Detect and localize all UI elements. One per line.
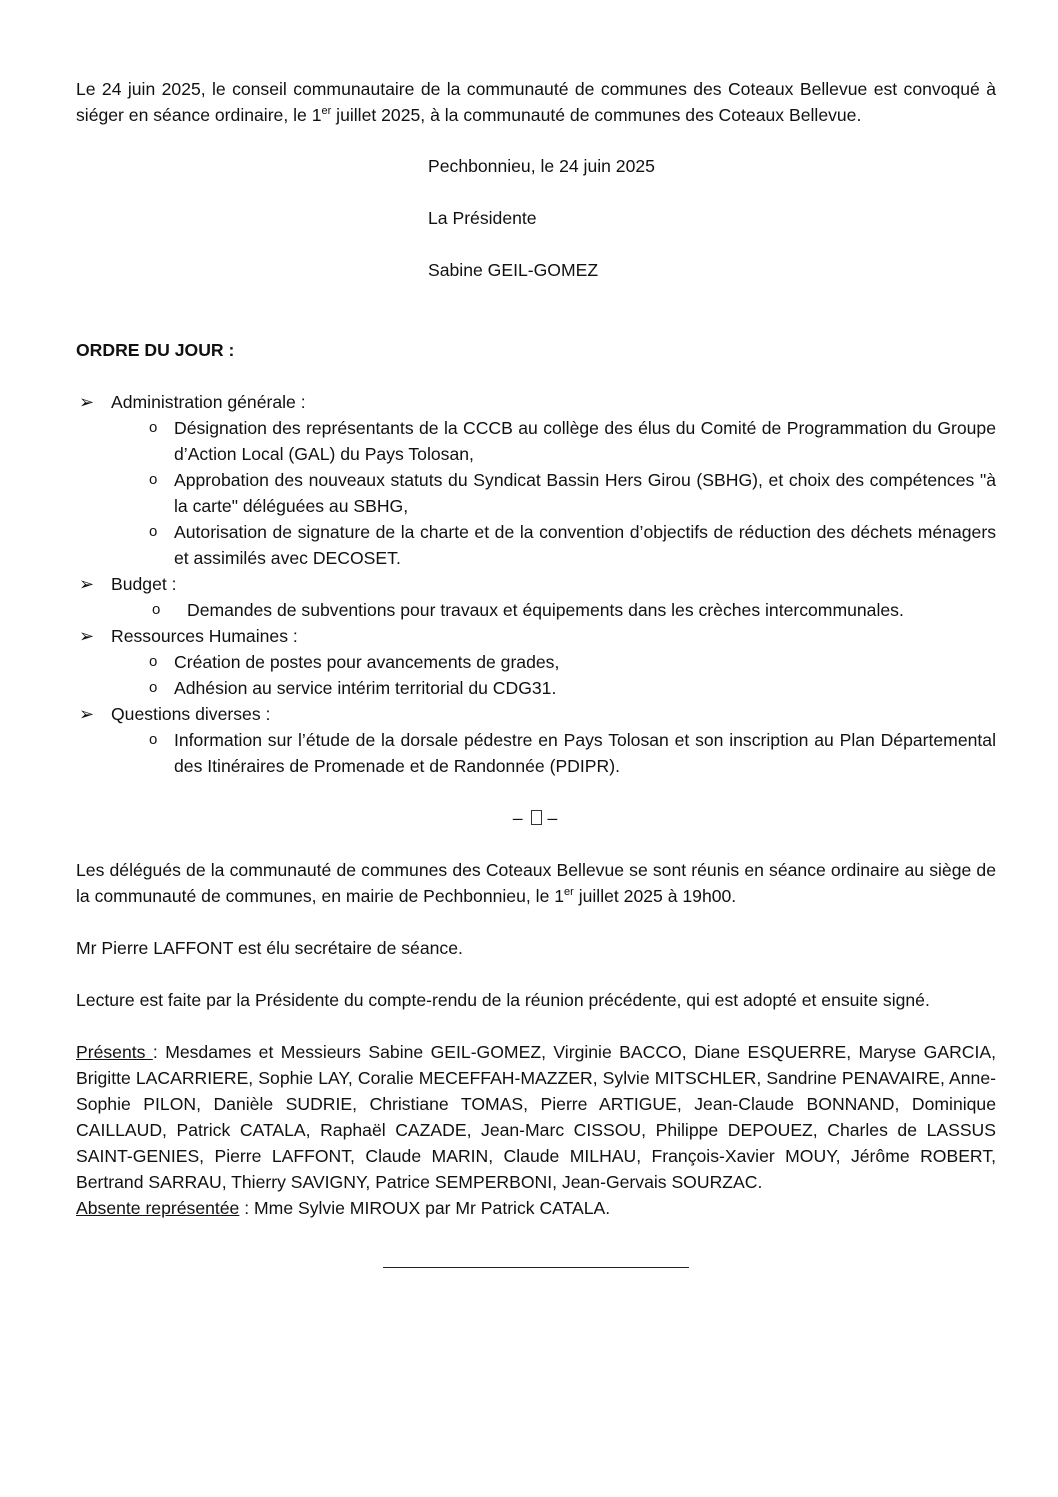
convocation-paragraph: Le 24 juin 2025, le conseil communautaire de la communauté de communes des Coteaux Bellevue est convoqué à siéger en séance ordinaire, le 1er juillet 2025, à la communauté de communes des Coteaux Bellevue.	[76, 79, 996, 125]
attendance-paragraph	[76, 1039, 996, 1221]
agenda-item: o Autorisation de signature de la charte et de la convention d’objectifs de réduction des déchets ménagers et assimilés avec DECOSET.	[111, 519, 996, 571]
agenda-section	[76, 571, 996, 623]
agenda-subitems	[111, 727, 996, 779]
arrow-bullet-icon: ➢	[79, 626, 95, 646]
circle-bullet-icon: o	[149, 653, 158, 670]
agenda-section-title: Ressources Humaines :	[111, 626, 298, 646]
agenda-section-title: Budget :	[111, 574, 177, 594]
agenda-item: o Approbation des nouveaux statuts du Syndicat Bassin Hers Girou (SBHG), et choix des compétences "à la carte" déléguées au SBHG,	[111, 467, 996, 519]
agenda-item: o Adhésion au service intérim territorial du CDG31.	[111, 675, 996, 701]
circle-bullet-icon: o	[152, 601, 161, 618]
agenda-item: o Information sur l’étude de la dorsale pédestre en Pays Tolosan et son inscription au Plan Départemental des Itinéraires de Promenade et de Randonnée (PDIPR).	[111, 727, 996, 779]
agenda-subitems	[111, 415, 996, 571]
absent-label: Absente représentée	[76, 1198, 240, 1218]
present-label: Présents	[76, 1042, 153, 1062]
absent-text: : Mme Sylvie MIROUX par Mr Patrick CATALA.	[239, 1198, 611, 1218]
secretary-paragraph: Mr Pierre LAFFONT est élu secrétaire de séance.	[76, 938, 463, 958]
agenda-item: o Désignation des représentants de la CCCB au collège des élus du Comité de Programmation du Groupe d’Action Local (GAL) du Pays Tolosan,	[111, 415, 996, 467]
arrow-bullet-icon: ➢	[79, 704, 95, 724]
circle-bullet-icon: o	[149, 679, 158, 696]
closing-rule	[383, 1247, 689, 1268]
agenda-section-title: Administration générale :	[111, 392, 306, 412]
signature-name: Sabine GEIL-GOMEZ	[428, 260, 599, 280]
reading-paragraph: Lecture est faite par la Présidente du compte-rendu de la réunion précédente, qui est adopté et ensuite signé.	[76, 990, 930, 1010]
agenda-subitems	[111, 597, 996, 623]
agenda-heading: ORDRE DU JOUR :	[76, 340, 235, 360]
circle-bullet-icon: o	[149, 523, 158, 540]
agenda-item: o Création de postes pour avancements de grades,	[111, 649, 996, 675]
signature-block	[428, 153, 996, 283]
circle-bullet-icon: o	[149, 471, 158, 488]
agenda-section-title: Questions diverses :	[111, 704, 271, 724]
signature-role: La Présidente	[428, 208, 537, 228]
signature-place-date: Pechbonnieu, le 24 juin 2025	[428, 156, 655, 176]
agenda-subitems	[111, 649, 996, 701]
arrow-bullet-icon: ➢	[79, 392, 95, 412]
section-separator: – –	[512, 808, 560, 828]
document-page	[76, 76, 996, 1268]
missing-glyph-icon	[531, 810, 542, 825]
present-list: : Mesdames et Messieurs Sabine GEIL-GOMEZ, Virginie BACCO, Diane ESQUERRE, Maryse GARCIA, Brigitte LACARRIERE, Sophie LAY, Coralie MECEFFAH-MAZZER, Sylvie MITSCHLER, Sandrine PENAVAIRE, Anne-Sophie PILON, Danièle SUDRIE, Christiane TOMAS, Pierre ARTIGUE, Jean-Claude BONNAND, Dominique CAILLAUD, Patrick CATALA, Raphaël CAZADE, Jean-Marc CISSOU, Philippe DEPOUEZ, Charles de LASSUS SAINT-GENIES, Pierre LAFFONT, Claude MARIN, Claude MILHAU, François-Xavier MOUY, Jérôme ROBERT, Bertrand SARRAU, Thierry SAVIGNY, Patrice SEMPERBONI, Jean-Gervais SOURZAC.	[76, 1042, 996, 1192]
agenda-list	[76, 389, 996, 779]
meeting-paragraph: Les délégués de la communauté de communes des Coteaux Bellevue se sont réunis en séance ordinaire au siège de la communauté de communes, en mairie de Pechbonnieu, le 1er juillet 2025 à 19h00.	[76, 860, 996, 906]
arrow-bullet-icon: ➢	[79, 574, 95, 594]
agenda-section	[76, 389, 996, 571]
agenda-item: o Demandes de subventions pour travaux et équipements dans les crèches intercommunales.	[111, 597, 996, 623]
circle-bullet-icon: o	[149, 731, 158, 748]
circle-bullet-icon: o	[149, 419, 158, 436]
agenda-section	[76, 701, 996, 779]
agenda-section	[76, 623, 996, 701]
